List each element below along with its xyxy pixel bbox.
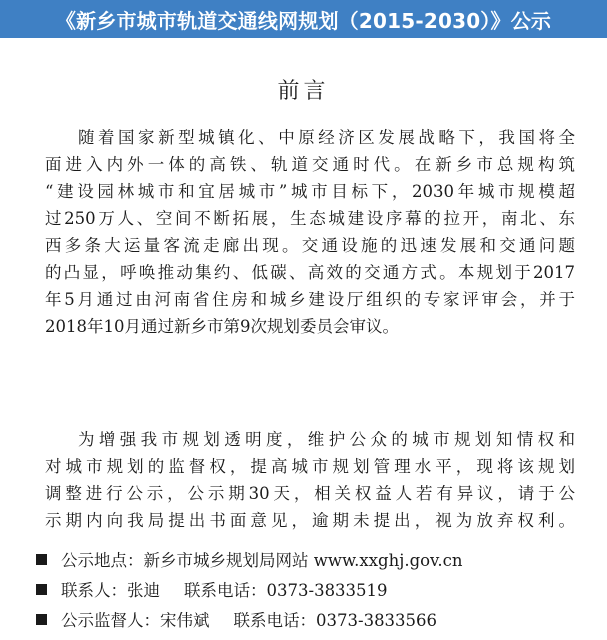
preface-heading: 前言 xyxy=(277,79,330,104)
notice-paragraph xyxy=(45,426,575,534)
preface-line: 随着国家新型城镇化、中原经济区发展战略下，我国将全 xyxy=(78,128,575,147)
preface-line: 的凸显，呼唤推动集约、低碳、高效的交通方式。本规划于2017 xyxy=(45,263,575,282)
supervisor-phone: 联系电话：0373-3833566 xyxy=(233,611,438,630)
preface-line: 2018年10月通过新乡市第9次规划委员会审议。 xyxy=(45,317,399,336)
preface-line: 面进入内外一体的高铁、轨道交通时代。在新乡市总规构筑 xyxy=(45,155,575,174)
contact-person-phone: 联系电话：0373-3833519 xyxy=(184,581,388,600)
contact-supervisor xyxy=(36,610,437,632)
preface-line: 西多条大运量客流走廊出现。交通设施的迅速发展和交通问题 xyxy=(45,236,575,255)
preface-line: “建设园林城市和宜居城市”城市目标下，2030年城市规模超 xyxy=(45,182,575,201)
location-text: 公示地点：新乡市城乡规划局网站 www.xxghj.gov.cn xyxy=(61,551,463,570)
square-bullet-icon xyxy=(36,614,47,625)
contact-person xyxy=(36,580,388,602)
page-title: 《新乡市城市轨道交通线网规划（2015-2030）》公示 xyxy=(55,8,552,33)
notice-line: 对城市规划的监督权，提高城市规划管理水平，现将该规划 xyxy=(45,457,575,476)
supervisor-name: 公示监督人：宋伟斌 xyxy=(61,611,210,630)
preface-line: 过250万人、空间不断拓展，生态城建设序幕的拉开，南北、东 xyxy=(45,209,575,228)
square-bullet-icon xyxy=(36,554,47,565)
contact-location xyxy=(36,550,463,572)
contact-person-name: 联系人：张迪 xyxy=(61,581,160,600)
preface-line: 年5月通过由河南省住房和城乡建设厅组织的专家评审会，并于 xyxy=(45,290,575,309)
notice-line: 调整进行公示，公示期30天，相关权益人若有异议，请于公 xyxy=(45,484,575,503)
notice-line: 为增强我市规划透明度，维护公众的城市规划知情权和 xyxy=(78,430,575,449)
square-bullet-icon xyxy=(36,584,47,595)
notice-line: 示期内向我局提出书面意见，逾期未提出，视为放弃权利。 xyxy=(45,511,575,530)
preface-paragraph xyxy=(45,124,575,340)
header-bar xyxy=(0,0,607,38)
